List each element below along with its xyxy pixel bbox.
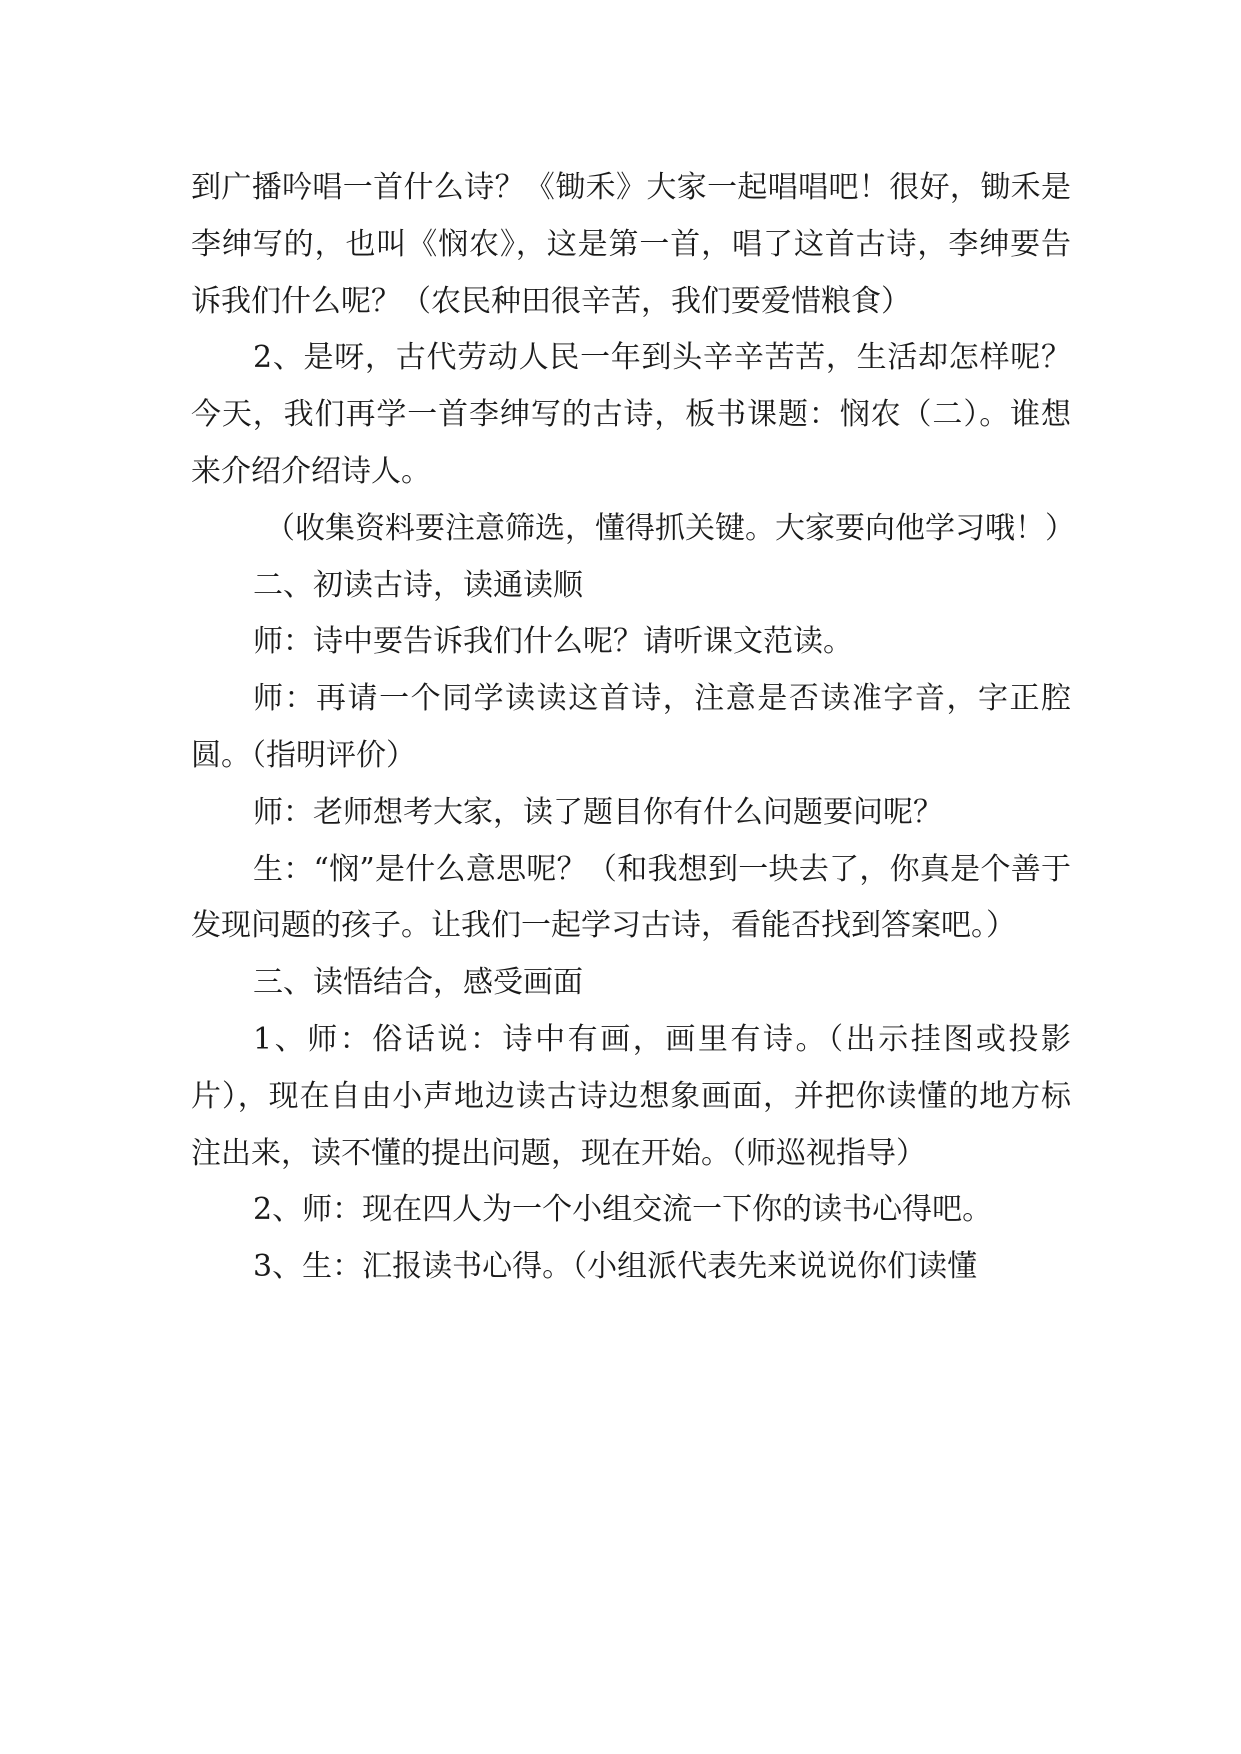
paragraph-intro: 到广播吟唱一首什么诗？《锄禾》大家一起唱唱吧！很好，锄禾是李绅写的，也叫《悯农》，这是第一首，唱了这首古诗，李绅要告诉我们什么呢？（农民种田很辛苦，我们要爱惜粮食） bbox=[191, 170, 1071, 319]
paragraph-student-1: 生：“悯”是什么意思呢？（和我想到一块去了，你真是个善于发现问题的孩子。让我们一起学习古诗，看能否找到答案吧。） bbox=[191, 851, 1071, 944]
paragraph-step-3-1: 1、师：俗话说：诗中有画，画里有诗。（出示挂图或投影片），现在自由小声地边读古诗边想象画面，并把你读懂的地方标注出来，读不懂的提出问题，现在开始。（师巡视指导） bbox=[191, 1021, 1071, 1171]
paragraph-step-3-3: 3、生：汇报读书心得。（小组派代表先来说说你们读懂 bbox=[253, 1249, 978, 1285]
paragraph-teacher-1: 师：诗中要告诉我们什么呢？请听课文范读。 bbox=[253, 624, 853, 660]
paragraph-note: （收集资料要注意筛选，懂得抓关键。大家要向他学习哦！） bbox=[265, 510, 1075, 546]
paragraph-teacher-2: 师：再请一个同学读读这首诗，注意是否读准字音，字正腔圆。（指明评价） bbox=[191, 681, 1071, 773]
section-heading-2: 二、初读古诗，读通读顺 bbox=[253, 567, 583, 603]
section-heading-3: 三、读悟结合，感受画面 bbox=[253, 965, 583, 1001]
paragraph-teacher-3: 师：老师想考大家，读了题目你有什么问题要问呢？ bbox=[253, 794, 943, 830]
paragraph-step-3-2: 2、师：现在四人为一个小组交流一下你的读书心得吧。 bbox=[253, 1192, 993, 1228]
paragraph-step-2: 2、是呀，古代劳动人民一年到头辛辛苦苦，生活却怎样呢？今天，我们再学一首李绅写的古诗，板书课题：悯农（二）。谁想来介绍介绍诗人。 bbox=[191, 340, 1071, 489]
document-body bbox=[191, 160, 1075, 1296]
